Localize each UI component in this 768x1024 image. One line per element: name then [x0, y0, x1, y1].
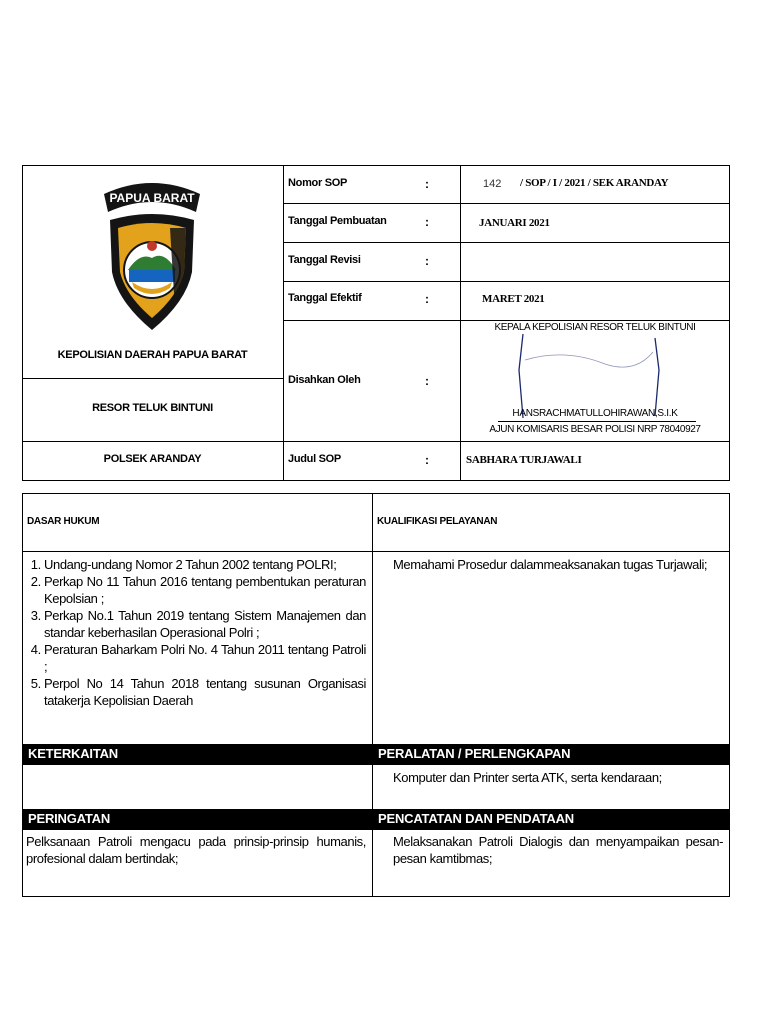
field-value-nomor-sop: / SOP / I / 2021 / SEK ARANDAY	[520, 177, 669, 189]
list-item: 4. Peraturan Baharkam Polri No. 4 Tahun 2011 tentang Patroli ;	[44, 641, 366, 675]
dasar-hukum-list	[26, 556, 366, 709]
list-item: 2. Perkap No 11 Tahun 2016 tentang pembentukan peraturan Kepolsian ;	[44, 573, 366, 607]
field-value-judul-sop: SABHARA TURJAWALI	[466, 454, 582, 466]
field-label-tanggal-pembuatan: Tanggal Pembuatan	[288, 215, 387, 227]
peringatan-text: Pelksanaan Patroli mengacu pada prinsip-prinsip humanis, profesional dalam bertindak;	[26, 834, 366, 866]
approval-rank: AJUN KOMISARIS BESAR POLISI NRP 78040927	[489, 424, 701, 435]
org-resor: RESOR TELUK BINTUNI	[92, 402, 213, 414]
field-colon: :	[425, 177, 429, 191]
peringatan-header: PERINGATAN	[23, 809, 372, 830]
pencatatan-header: PENCATATAN DAN PENDATAAN	[373, 809, 729, 830]
list-item: 5. Perpol No 14 Tahun 2018 tentang susunan Organisasi tatakerja Kepolisian Daerah	[44, 675, 366, 709]
field-label-tanggal-revisi: Tanggal Revisi	[288, 254, 361, 266]
field-label-tanggal-efektif: Tanggal Efektif	[288, 292, 362, 304]
field-label-judul-sop: Judul SOP	[288, 453, 341, 465]
field-value-nomor-num: 142	[483, 178, 502, 190]
pencatatan-text: Melaksanakan Patroli Dialogis dan menyampaikan pesan-pesan kamtibmas;	[393, 834, 723, 866]
kualifikasi-title: KUALIFIKASI PELAYANAN	[377, 516, 498, 527]
field-label-disahkan-oleh: Disahkan Oleh	[288, 374, 361, 386]
field-colon: :	[425, 215, 429, 229]
field-colon: :	[425, 254, 429, 268]
list-item: 3. Perkap No.1 Tahun 2019 tentang Sistem Manajemen dan standar keberhasilan Operasional Polri ;	[44, 607, 366, 641]
police-logo	[96, 172, 208, 337]
field-colon: :	[425, 453, 429, 467]
dasar-hukum-title: DASAR HUKUM	[27, 516, 100, 527]
peralatan-header: PERALATAN / PERLENGKAPAN	[373, 744, 729, 765]
list-item: 1. Undang-undang Nomor 2 Tahun 2002 tentang POLRI;	[44, 556, 366, 573]
peralatan-text: Komputer dan Printer serta ATK, serta kendaraan;	[393, 770, 662, 785]
field-value-tanggal-pembuatan: JANUARI 2021	[479, 217, 550, 229]
field-colon: :	[425, 292, 429, 306]
keterkaitan-header: KETERKAITAN	[23, 744, 372, 765]
field-value-tanggal-efektif: MARET 2021	[482, 293, 545, 305]
org-polda: KEPOLISIAN DAERAH PAPUA BARAT	[57, 349, 248, 361]
logo-text: PAPUA BARAT	[109, 191, 195, 205]
field-label-nomor-sop: Nomor SOP	[288, 177, 348, 189]
approval-title: KEPALA KEPOLISIAN RESOR TELUK BINTUNI	[494, 322, 696, 333]
field-colon: :	[425, 374, 429, 388]
org-polsek: POLSEK ARANDAY	[103, 453, 202, 465]
kualifikasi-text: Memahami Prosedur dalammeaksanakan tugas Turjawali;	[393, 557, 708, 572]
approval-name: HANSRACHMATULLOHIRAWAN,S.I.K	[512, 408, 678, 419]
